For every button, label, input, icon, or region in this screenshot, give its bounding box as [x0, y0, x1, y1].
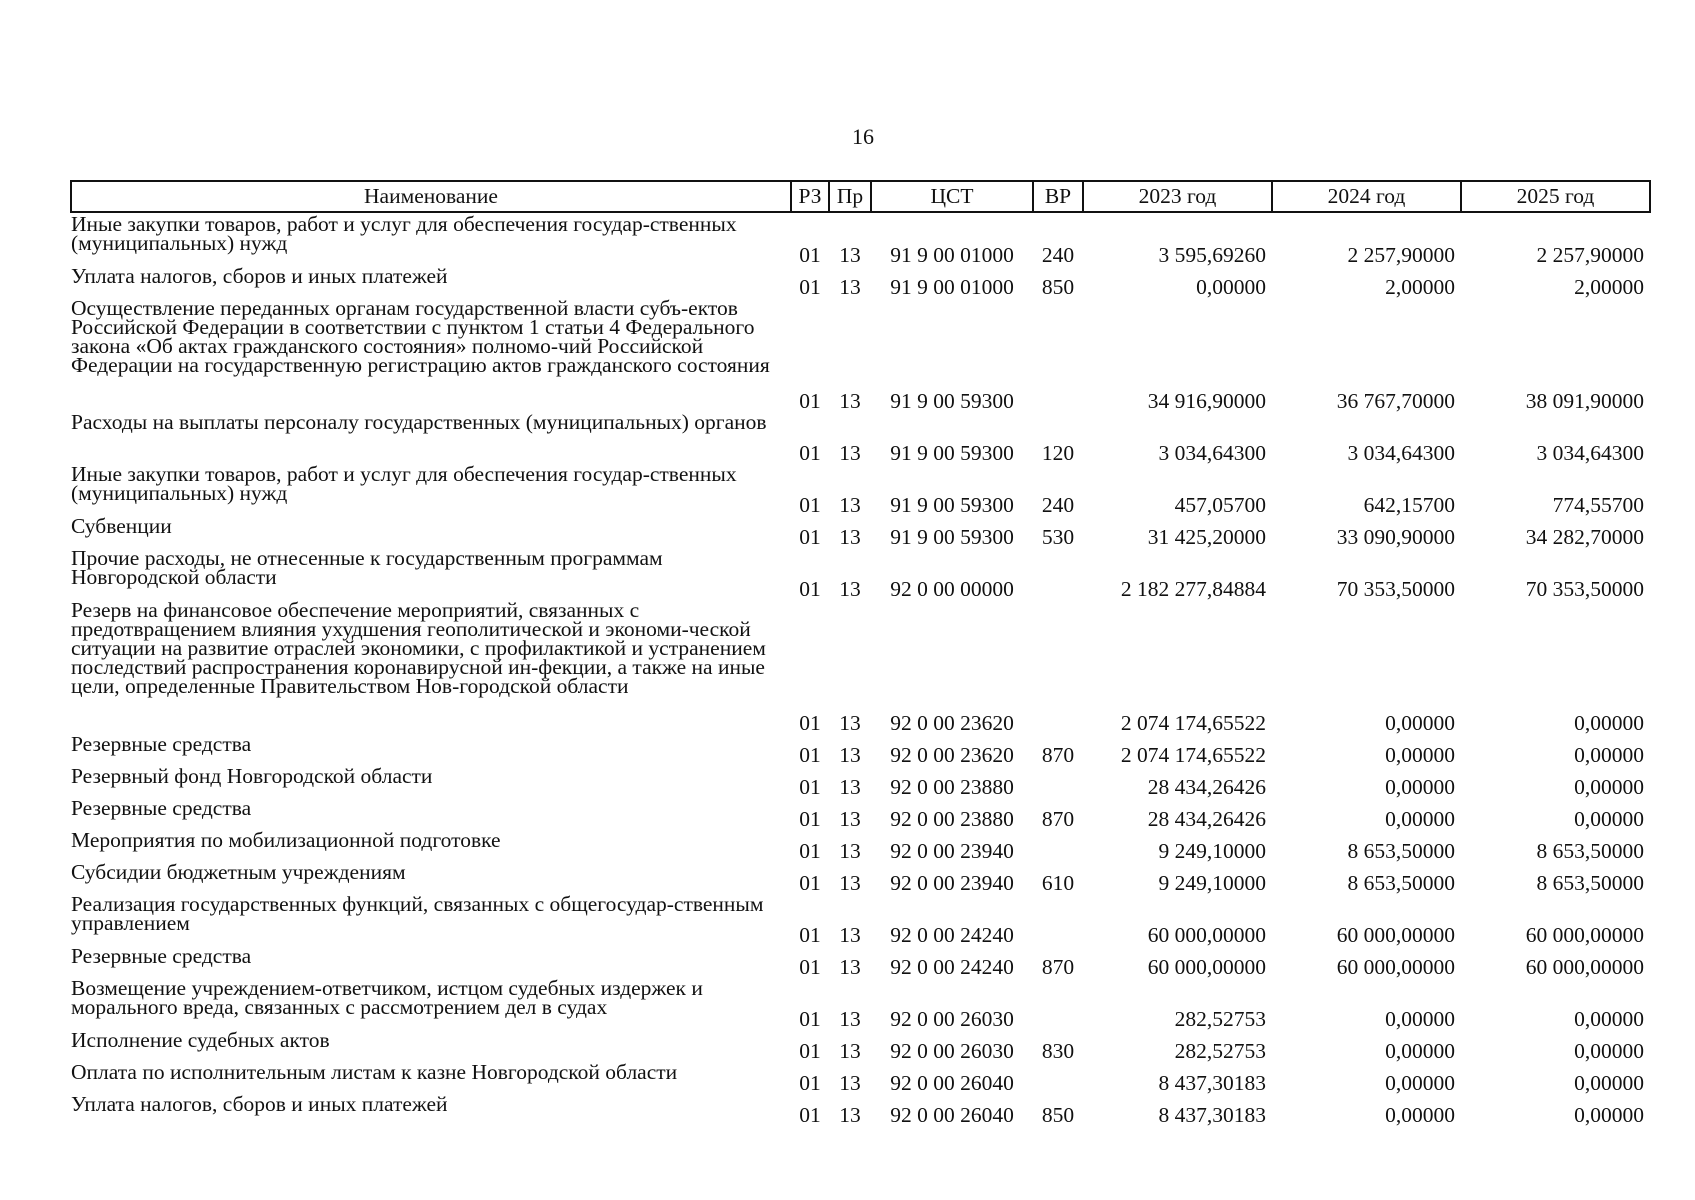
row-2024: 0,00000 [1385, 1071, 1455, 1095]
row-2025: 0,00000 [1574, 1007, 1644, 1031]
row-2025: 774,55700 [1552, 493, 1644, 517]
row-2023: 60 000,00000 [1147, 923, 1266, 947]
table-row [71, 977, 1650, 1029]
header-2023: 2023 год [1083, 181, 1272, 212]
row-2024: 8 653,50000 [1347, 839, 1455, 863]
row-rz: 01 [799, 955, 821, 979]
row-2023: 28 434,26426 [1147, 807, 1266, 831]
row-2025: 70 353,50000 [1525, 577, 1644, 601]
row-2023: 34 916,90000 [1147, 389, 1266, 413]
row-pr: 13 [839, 807, 861, 831]
row-name: Резервный фонд Новгородской области [71, 764, 433, 788]
row-cst: 92 0 00 26030 [890, 1007, 1014, 1031]
row-name: Прочие расходы, не отнесенные к государственным программам Новгородской области [71, 546, 663, 589]
table-row [71, 765, 1650, 797]
table-row [71, 797, 1650, 829]
row-name: Резервные средства [71, 732, 252, 756]
row-2025: 8 653,50000 [1536, 839, 1644, 863]
row-name: Мероприятия по мобилизационной подготовке [71, 828, 501, 852]
row-name: Оплата по исполнительным листам к казне Новгородской области [71, 1060, 678, 1084]
row-2023: 9 249,10000 [1158, 839, 1266, 863]
table-body [71, 212, 1650, 1125]
row-pr: 13 [839, 441, 861, 465]
row-2023: 457,05700 [1174, 493, 1266, 517]
row-2025: 38 091,90000 [1525, 389, 1644, 413]
row-rz: 01 [799, 1103, 821, 1127]
row-2025: 60 000,00000 [1525, 923, 1644, 947]
header-cst: ЦСТ [871, 181, 1033, 212]
row-cst: 92 0 00 26040 [890, 1071, 1014, 1095]
row-2025: 0,00000 [1574, 711, 1644, 735]
row-vr [1033, 599, 1083, 733]
row-pr: 13 [839, 955, 861, 979]
row-rz: 01 [799, 243, 821, 267]
budget-table [70, 180, 1651, 1125]
row-2025: 60 000,00000 [1525, 955, 1644, 979]
row-2025: 2,00000 [1574, 275, 1644, 299]
row-cst: 91 9 00 59300 [890, 441, 1014, 465]
table-row [71, 861, 1650, 893]
row-cst: 92 0 00 23620 [890, 711, 1014, 735]
row-cst: 92 0 00 23620 [890, 743, 1014, 767]
row-2024: 70 353,50000 [1336, 577, 1455, 601]
header-rz: РЗ [791, 181, 829, 212]
row-vr: 870 [1041, 955, 1075, 979]
row-2023: 2 074 174,65522 [1120, 711, 1266, 735]
row-2025: 0,00000 [1574, 1039, 1644, 1063]
row-vr: 870 [1041, 807, 1075, 831]
row-cst: 91 9 00 59300 [890, 389, 1014, 413]
row-rz: 01 [799, 1071, 821, 1095]
row-name: Уплата налогов, сборов и иных платежей [71, 1092, 448, 1116]
row-pr: 13 [839, 871, 861, 895]
row-rz: 01 [799, 389, 821, 413]
row-2025: 0,00000 [1574, 1071, 1644, 1095]
row-vr: 850 [1041, 1103, 1075, 1127]
row-pr: 13 [839, 243, 861, 267]
row-cst: 92 0 00 24240 [890, 923, 1014, 947]
table-row [71, 945, 1650, 977]
row-2024: 0,00000 [1385, 1103, 1455, 1127]
row-2023: 8 437,30183 [1158, 1103, 1266, 1127]
row-name: Уплата налогов, сборов и иных платежей [71, 264, 448, 288]
row-2023: 9 249,10000 [1158, 871, 1266, 895]
row-2025: 0,00000 [1574, 807, 1644, 831]
header-2025: 2025 год [1461, 181, 1650, 212]
row-rz: 01 [799, 577, 821, 601]
row-2024: 60 000,00000 [1336, 955, 1455, 979]
row-cst: 92 0 00 23940 [890, 871, 1014, 895]
row-2025: 0,00000 [1574, 775, 1644, 799]
row-pr: 13 [839, 1039, 861, 1063]
table-row [71, 829, 1650, 861]
row-cst: 91 9 00 01000 [890, 275, 1014, 299]
row-rz: 01 [799, 441, 821, 465]
header-name: Наименование [71, 181, 791, 212]
row-pr: 13 [839, 743, 861, 767]
row-pr: 13 [839, 1071, 861, 1095]
row-2025: 3 034,64300 [1536, 441, 1644, 465]
row-cst: 92 0 00 26030 [890, 1039, 1014, 1063]
table-row [71, 463, 1650, 515]
header-2024: 2024 год [1272, 181, 1461, 212]
table-row [71, 265, 1650, 297]
row-cst: 92 0 00 26040 [890, 1103, 1014, 1127]
row-pr: 13 [839, 923, 861, 947]
row-2024: 0,00000 [1385, 711, 1455, 735]
row-rz: 01 [799, 1039, 821, 1063]
row-pr: 13 [839, 711, 861, 735]
row-2024: 36 767,70000 [1336, 389, 1455, 413]
row-2024: 33 090,90000 [1336, 525, 1455, 549]
row-vr [1033, 1061, 1083, 1093]
row-2024: 60 000,00000 [1336, 923, 1455, 947]
row-name: Резерв на финансовое обеспечение мероприятий, связанных с предотвращением влияния ухудшения геополитической и экономи-ческой ситуации на развитие отраслей экономики, с профилактикой и устранением последствий распространения коронавирусной ин-фекции, а также на иные цели, определенные Правительством Нов-городской области [71, 598, 766, 698]
row-name: Резервные средства [71, 944, 252, 968]
row-rz: 01 [799, 1007, 821, 1031]
row-2025: 0,00000 [1574, 743, 1644, 767]
row-2024: 0,00000 [1385, 1007, 1455, 1031]
row-name: Расходы на выплаты персоналу государственных (муниципальных) органов [71, 410, 767, 434]
row-2023: 2 182 277,84884 [1120, 577, 1266, 601]
row-2025: 0,00000 [1574, 1103, 1644, 1127]
row-cst: 92 0 00 23880 [890, 775, 1014, 799]
row-2023: 0,00000 [1196, 275, 1266, 299]
row-vr: 530 [1041, 525, 1075, 549]
row-cst: 91 9 00 59300 [890, 525, 1014, 549]
row-2024: 0,00000 [1385, 743, 1455, 767]
row-pr: 13 [839, 389, 861, 413]
row-rz: 01 [799, 743, 821, 767]
row-vr [1033, 893, 1083, 945]
row-rz: 01 [799, 871, 821, 895]
row-cst: 92 0 00 23880 [890, 807, 1014, 831]
table-row [71, 1061, 1650, 1093]
row-2024: 0,00000 [1385, 807, 1455, 831]
row-vr [1033, 547, 1083, 599]
row-name: Субсидии бюджетным учреждениям [71, 860, 406, 884]
table-header [71, 181, 1650, 212]
row-pr: 13 [839, 275, 861, 299]
row-cst: 92 0 00 23940 [890, 839, 1014, 863]
row-vr: 120 [1041, 441, 1075, 465]
row-2023: 31 425,20000 [1147, 525, 1266, 549]
header-pr: Пр [829, 181, 871, 212]
row-2023: 282,52753 [1174, 1039, 1266, 1063]
row-vr: 830 [1041, 1039, 1075, 1063]
row-2025: 2 257,90000 [1536, 243, 1644, 267]
row-vr: 850 [1041, 275, 1075, 299]
row-2024: 8 653,50000 [1347, 871, 1455, 895]
row-name: Реализация государственных функций, связанных с общегосудар-ственным управлением [71, 892, 764, 935]
page-number: 16 [852, 124, 874, 149]
row-pr: 13 [839, 839, 861, 863]
row-vr: 240 [1041, 493, 1075, 517]
row-2024: 642,15700 [1363, 493, 1455, 517]
row-rz: 01 [799, 839, 821, 863]
table-row [71, 1029, 1650, 1061]
row-2024: 0,00000 [1385, 1039, 1455, 1063]
row-rz: 01 [799, 493, 821, 517]
row-2024: 2,00000 [1385, 275, 1455, 299]
row-2023: 3 595,69260 [1158, 243, 1266, 267]
row-vr: 870 [1041, 743, 1075, 767]
table-row [71, 893, 1650, 945]
row-cst: 91 9 00 59300 [890, 493, 1014, 517]
row-2023: 2 074 174,65522 [1120, 743, 1266, 767]
row-cst: 91 9 00 01000 [890, 243, 1014, 267]
table-row [71, 1093, 1650, 1125]
row-2023: 3 034,64300 [1158, 441, 1266, 465]
table-row [71, 411, 1650, 463]
row-cst: 92 0 00 00000 [890, 577, 1014, 601]
row-vr [1033, 297, 1083, 411]
table-row [71, 599, 1650, 733]
row-2025: 8 653,50000 [1536, 871, 1644, 895]
header-vr: ВР [1033, 181, 1083, 212]
table-row [71, 547, 1650, 599]
row-name: Субвенции [71, 514, 172, 538]
row-pr: 13 [839, 525, 861, 549]
row-vr [1033, 765, 1083, 797]
row-2023: 8 437,30183 [1158, 1071, 1266, 1095]
row-rz: 01 [799, 807, 821, 831]
row-name: Резервные средства [71, 796, 252, 820]
row-2023: 28 434,26426 [1147, 775, 1266, 799]
row-rz: 01 [799, 275, 821, 299]
table-row [71, 515, 1650, 547]
row-vr [1033, 977, 1083, 1029]
row-vr: 240 [1041, 243, 1075, 267]
table-row [71, 733, 1650, 765]
row-rz: 01 [799, 923, 821, 947]
row-2024: 2 257,90000 [1347, 243, 1455, 267]
row-name: Осуществление переданных органам государственной власти субъ-ектов Российской Федерации в соответствии с пунктом 1 статьи 4 Федерального закона «Об актах гражданского состояния» полномо-чий Российской Федерации на государственную регистрацию актов гражданского состояния [71, 296, 770, 377]
row-vr: 610 [1041, 871, 1075, 895]
row-2024: 0,00000 [1385, 775, 1455, 799]
row-pr: 13 [839, 577, 861, 601]
row-2025: 34 282,70000 [1525, 525, 1644, 549]
row-pr: 13 [839, 1103, 861, 1127]
row-cst: 92 0 00 24240 [890, 955, 1014, 979]
row-pr: 13 [839, 493, 861, 517]
row-name: Исполнение судебных актов [71, 1028, 330, 1052]
row-vr [1033, 829, 1083, 861]
row-name: Возмещение учреждением-ответчиком, истцом судебных издержек и морального вреда, связанных с рассмотрением дел в судах [71, 976, 703, 1019]
row-pr: 13 [839, 1007, 861, 1031]
table-row [71, 212, 1650, 265]
row-name: Иные закупки товаров, работ и услуг для обеспечения государ-ственных (муниципальных) нужд [71, 462, 737, 505]
row-rz: 01 [799, 711, 821, 735]
row-name: Иные закупки товаров, работ и услуг для обеспечения государ-ственных (муниципальных) нужд [71, 212, 737, 255]
row-rz: 01 [799, 775, 821, 799]
row-2023: 60 000,00000 [1147, 955, 1266, 979]
row-pr: 13 [839, 775, 861, 799]
row-rz: 01 [799, 525, 821, 549]
row-2023: 282,52753 [1174, 1007, 1266, 1031]
row-2024: 3 034,64300 [1347, 441, 1455, 465]
table-row [71, 297, 1650, 411]
